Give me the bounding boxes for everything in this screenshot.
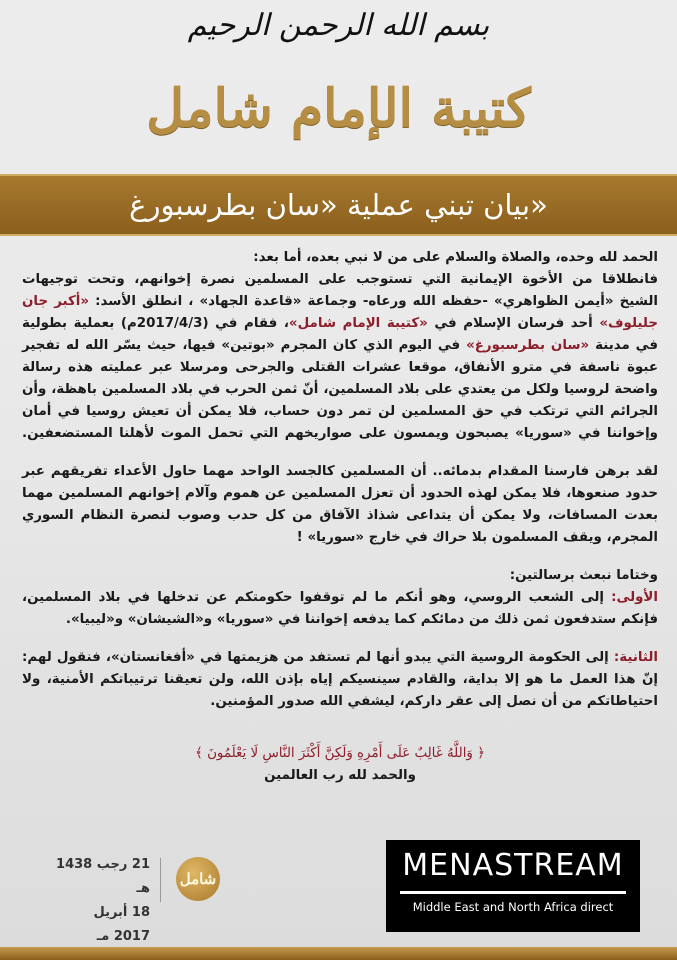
- highlighted-text: «سان بطرسبورغ»: [466, 338, 590, 353]
- text-segment: الشيخ «أيمن الظواهري» -حفظه الله ورعاه- وجماعة «قاعدة الجهاد» ، انطلق الأسد:: [89, 294, 658, 309]
- highlighted-text: الثانية:: [613, 650, 658, 665]
- text-segment: فإنكم ستدفعون ثمن ذلك من دمائكم كما يدفعه إخواننا في «سوريا» و«الشيشان» و«ليبيا».: [65, 612, 658, 627]
- text-segment: وختاما نبعث برسالتين:: [509, 568, 658, 583]
- text-segment: وإخواننا في «سوريا» يصبحون ويمسون على صواريخهم التي تحمل الموت لأهلنا المستضعفين.: [22, 426, 658, 441]
- basmala-calligraphy: بسم الله الرحمن الرحيم: [187, 8, 490, 43]
- menastream-rule: [400, 891, 626, 894]
- text-segment: إلى الشعب الروسي، وهو أنكم ما لم توقفوا حكومتكم عن تدخلها في بلاد المسلمين،: [22, 590, 612, 605]
- date-hijri: 21 رجب 1438 هـ: [56, 857, 150, 896]
- paragraph-gap: [22, 631, 658, 647]
- text-line: [22, 461, 658, 483]
- text-segment: لقد برهن فارسنا المقدام بدمائه.. أن المسلمين كالجسد الواحد مهما حاول الأعداء تفريقهم عبر: [22, 464, 658, 479]
- paragraph: [22, 247, 658, 445]
- text-line: [22, 291, 658, 313]
- text-segment: في مدينة: [589, 338, 658, 353]
- date-block: [55, 853, 150, 949]
- text-segment: بعدت المسافات، ولا يمكن أن يتداعى شذاذ الآفاق من كل حدب وصوب لنصرة النظام السوري: [22, 508, 658, 523]
- text-segment: الحمد لله وحده، والصلاة والسلام على من لا نبي بعده، أما بعد:: [253, 250, 658, 265]
- menastream-watermark: [386, 840, 640, 932]
- paragraph: [22, 461, 658, 549]
- text-line: [22, 527, 658, 549]
- spacer: [22, 713, 658, 743]
- text-segment: المجرم، ويقف المسلمون بلا حراك في خارج «سوريا» !: [296, 530, 658, 545]
- text-line: [22, 313, 658, 335]
- text-segment: احتياطاتكم من أن نصل إلى عقر داركم، ليشفي الله صدور المؤمنين.: [210, 694, 658, 709]
- text-line: [22, 587, 658, 609]
- text-segment: فانطلاقا من الأخوة الإيمانية التي تستوجب على المسلمين نصرة إخوانهم، وتحت توجيهات: [22, 272, 658, 287]
- text-line: [22, 247, 658, 269]
- text-line: [22, 609, 658, 631]
- highlighted-text: جليلوف»: [599, 316, 658, 331]
- text-segment: واضحة لروسيا ولكل من يعتدي على بلاد المسلمين، أنّ ثمن الحرب في بلاد المسلمين باهظة، وأن: [22, 382, 658, 397]
- text-segment: في اليوم الذي كان المجرم «بوتين» فيها، حيث يسّر الله له تفجير: [22, 338, 467, 353]
- text-line: [22, 401, 658, 423]
- text-line: [22, 379, 658, 401]
- seal-logo-icon: شامل: [176, 857, 220, 901]
- highlighted-text: «أكبر جان: [22, 294, 90, 309]
- text-line: [22, 423, 658, 445]
- date-gregorian: 18 أبريل 2017 مـ: [93, 905, 150, 944]
- text-segment: عبوة ناسفة في مترو الأنفاق، موقعا عشرات القتلى والجرحى ومرسلا عبر عمليته هذه رسالة: [22, 360, 658, 375]
- text-line: [22, 691, 658, 713]
- paragraph: [22, 565, 658, 631]
- text-line: [22, 565, 658, 587]
- statement-title: بيان تبني عملية «سان بطرسبورغ»: [129, 188, 548, 222]
- menastream-tagline: Middle East and North Africa direct: [412, 900, 614, 914]
- text-line: [22, 505, 658, 527]
- text-line: [22, 647, 658, 669]
- highlighted-text: الأولى:: [611, 590, 658, 605]
- title-band: [0, 174, 677, 236]
- text-segment: الجرائم التي ترتكب في حق المسلمين لن تمر دون حساب، فلا يمكن أن تعيش روسيا في أمان: [22, 404, 658, 419]
- footer-divider: [160, 858, 161, 902]
- text-segment: حدود صنعوها، فلا يمكن لهذه الحدود أن تعزل المسلمين عن هموم وآلام إخوانهم المسلمين مهما: [22, 486, 658, 501]
- highlighted-text: «كتيبة الإمام شامل»: [288, 316, 428, 331]
- text-line: [22, 335, 658, 357]
- brand-calligraphy-logo: كتيبة الإمام شامل: [146, 78, 531, 139]
- paragraph-gap: [22, 549, 658, 565]
- quran-verse: ﴿ وَاللَّهُ غَالِبٌ عَلَى أَمْرِهِ وَلَكِنَّ أَكْثَرَ النَّاسِ لَا يَعْلَمُونَ ﴾: [194, 746, 485, 761]
- text-segment: ، فقام في (2017/4/3م) بعملية بطولية: [22, 316, 289, 331]
- text-line: [22, 269, 658, 291]
- closing-line: والحمد لله رب العالمين: [264, 768, 416, 783]
- text-segment: إلى الحكومة الروسية التي يبدو أنها لم تستفد من هزيمتها في «أفغانستان»، فنقول لهم:: [22, 650, 614, 665]
- text-segment: إنّ هذا العمل ما هو إلا بداية، والقادم سينسيكم إياه بإذن الله، ولن تعيقنا ترتيباتكم الأمنية، ولا: [22, 672, 658, 687]
- menastream-logo: MENASTREAM: [402, 848, 624, 883]
- paragraph: [22, 647, 658, 713]
- statement-body: [22, 247, 658, 787]
- text-line: [22, 357, 658, 379]
- text-line: [22, 483, 658, 505]
- text-segment: أحد فرسان الإسلام في: [427, 316, 600, 331]
- bottom-band: [0, 947, 677, 960]
- paragraph-gap: [22, 445, 658, 461]
- text-line: [22, 669, 658, 691]
